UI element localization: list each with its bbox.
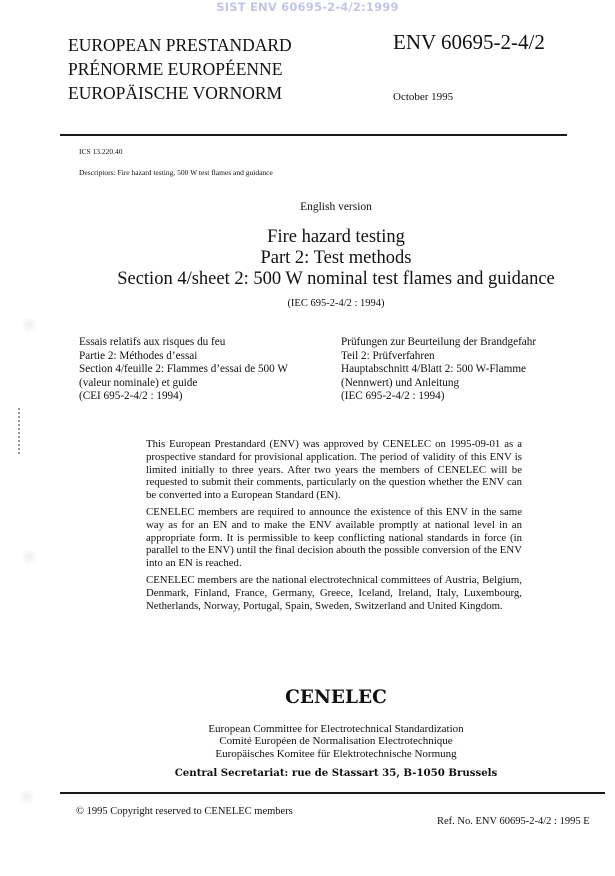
organization-full-names [0, 723, 615, 760]
german-line: (IEC 695-2-4/2 : 1994) [341, 390, 445, 402]
scan-artifact [22, 550, 36, 564]
german-line: Hauptabschnitt 4/Blatt 2: 500 W-Flamme [341, 363, 526, 375]
title-english: EUROPEAN PRESTANDARD [68, 35, 292, 55]
descriptors: Descriptors: Fire hazard testing, 500 W test flames and guidance [79, 168, 273, 177]
french-title-block [79, 336, 288, 404]
document-date: October 1995 [393, 91, 454, 103]
main-title-line-1: Fire hazard testing [267, 227, 405, 247]
title-german: EUROPÄISCHE VORNORM [68, 83, 283, 103]
main-title-line-3: Section 4/sheet 2: 500 W nominal test flames and guidance [117, 269, 555, 289]
iec-reference: (IEC 695-2-4/2 : 1994) [287, 298, 385, 309]
french-line: Section 4/feuille 2: Flammes d’essai de 500 W [79, 363, 288, 375]
french-line: (CEI 695-2-4/2 : 1994) [79, 390, 183, 402]
paragraph: CENELEC members are required to announce the existence of this ENV in the same way as for an EN and to make the ENV available promptly at national level in an appropriate form. It is permissible to keep conflicting national standards in force (in parallel to the ENV) until the final decision abouth the possible conversion of the ENV into an EN is reached. [146, 505, 522, 570]
approval-statement [146, 438, 522, 616]
french-line: Partie 2: Méthodes d’essai [79, 349, 198, 362]
scan-artifact [22, 318, 36, 332]
french-line: (valeur nominale) et guide [79, 376, 198, 389]
french-line: Essais relatifs aux risques du feu [79, 336, 226, 348]
german-title-block [341, 336, 536, 404]
german-line: (Nennwert) und Anleitung [341, 376, 460, 389]
ics-code: ICS 13.220.40 [79, 147, 123, 156]
copyright-notice: © 1995 Copyright reserved to CENELEC members [76, 806, 293, 817]
footer-divider [60, 792, 605, 794]
document-type-titles [68, 33, 292, 105]
scan-edge-marks [18, 408, 20, 456]
header-divider [60, 134, 567, 136]
org-name-en: European Committee for Electrotechnical Standardization [208, 723, 464, 735]
german-line: Prüfungen zur Beurteilung der Brandgefahr [341, 336, 537, 348]
org-name-fr: Comité Européen de Normalisation Electrotechnique [219, 735, 453, 748]
paragraph: This European Prestandard (ENV) was approved by CENELEC on 1995-09-01 as a prospective standard for provisional application. The period of validity of this ENV is limited initially to three years. After two years the members of CENELEC will be requested to submit their comments, particularly on the question whether the ENV can be converted into a European Standard (EN). [146, 438, 522, 502]
version-label: English version [300, 201, 372, 213]
org-name-de: Europäisches Komitee für Elektrotechnische Normung [215, 747, 457, 760]
organization-name: CENELEC [285, 687, 387, 708]
paragraph: CENELEC members are the national electrotechnical committees of Austria, Belgium, Denmark, Finland, France, Germany, Greece, Iceland, Ireland, Italy, Luxembourg, Netherlands, Norway, Portugal, Spain, Sweden, Switzerland and United Kingdom. [146, 573, 522, 612]
reference-number: Ref. No. ENV 60695-2-4/2 : 1995 E [437, 816, 590, 827]
main-title-line-2: Part 2: Test methods [260, 248, 412, 268]
main-title [0, 227, 615, 290]
watermark: SIST ENV 60695-2-4/2:1999 [216, 0, 399, 14]
title-french: PRÉNORME EUROPÉENNE [68, 59, 283, 79]
secretariat-address: Central Secretariat: rue de Stassart 35, B-1050 Brussels [174, 767, 498, 779]
german-line: Teil 2: Prüfverfahren [341, 349, 435, 362]
document-id: ENV 60695-2-4/2 [393, 30, 545, 54]
scan-artifact [20, 790, 34, 804]
